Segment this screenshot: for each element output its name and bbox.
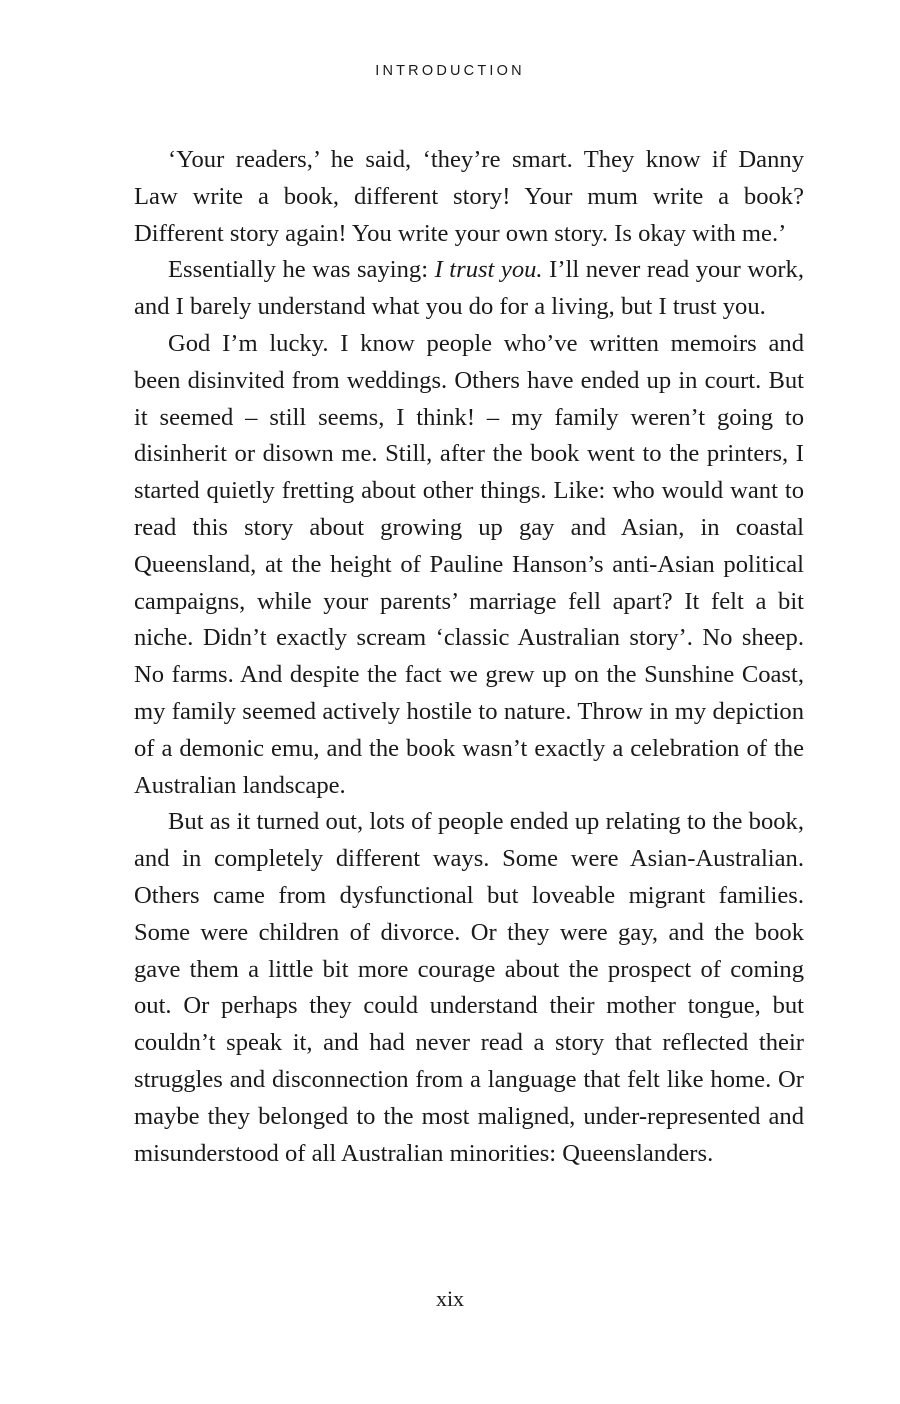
- paragraph-1: ‘Your readers,’ he said, ‘they’re smart. They know if Danny Law write a book, different story! Your mum write a book? Different story again! You write your own story. Is okay with me.’: [134, 146, 804, 247]
- paragraph-2-lead: Essentially he was saying:: [168, 256, 435, 284]
- page-number: xix: [435, 1286, 465, 1311]
- paragraph-3: God I’m lucky. I know people who’ve written memoirs and been disinvited from weddings. Others have ended up in court. But it seemed – still seems, I think! – my family weren’t going to disinherit or disown me. Still, after the book went to the printers, I started quietly fretting about other things. Like: who would want to read this story about growing up gay and Asian, in coastal Queensland, at the height of Pauline Hanson’s anti-Asian political campaigns, while your parents’ marriage fell apart? It felt a bit niche. Didn’t exactly scream ‘classic Australian story’. No sheep. No farms. And despite the fact we grew up on the Sunshine Coast, my family seemed actively hostile to nature. Throw in my depiction of a demonic emu, and the book wasn’t exactly a celebration of the Australian landscape.: [134, 329, 804, 799]
- paragraph-2-italic: I trust you.: [434, 256, 543, 284]
- paragraph-2: [134, 252, 804, 326]
- paragraph-4: But as it turned out, lots of people ended up relating to the book, and in completely different ways. Some were Asian-Australian. Others came from dysfunctional but loveable migrant families. Some were children of divorce. Or they were gay, and the book gave them a little bit more courage about the prospect of coming out. Or perhaps they could understand their mother tongue, but couldn’t speak it, and had never read a story that reflected their struggles and disconnection from a language that felt like home. Or maybe they belonged to the most maligned, under-represented and misunderstood of all Australian minorities: Queenslanders.: [134, 808, 804, 1167]
- running-head: INTRODUCTION: [375, 63, 525, 79]
- paragraph-2-rest: I’ll never read your work, and I barely understand what you do for a living, but I trust you.: [134, 256, 805, 321]
- body-text: [134, 142, 804, 1172]
